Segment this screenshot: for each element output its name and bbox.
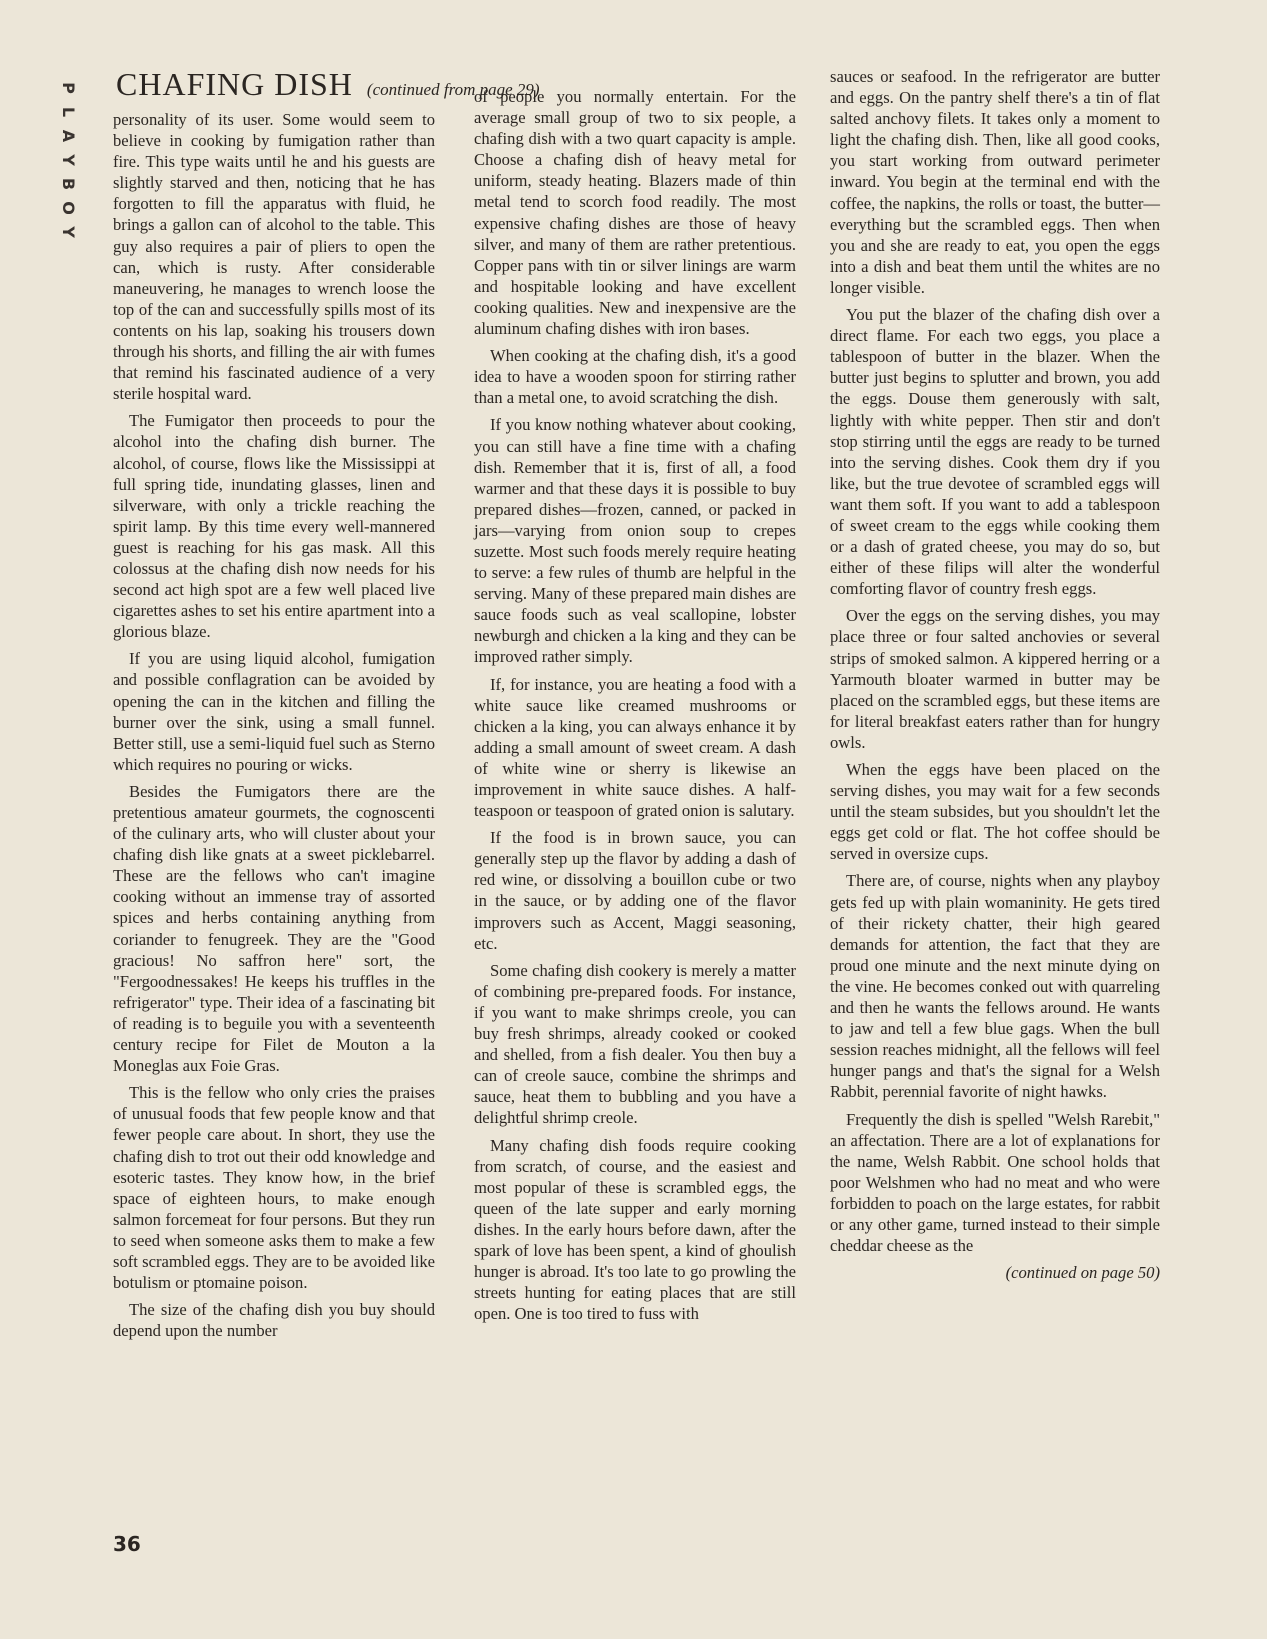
paragraph: If the food is in brown sauce, you can generally step up the flavor by adding a dash of red wine, or dissolving a bouillon cube or two in the sauce, or by adding one of the flavor improvers such as Accent, Maggi seasoning, etc. [474, 828, 796, 953]
paragraph: The Fumigator then proceeds to pour the alcohol into the chafing dish burner. The alcohol, of course, flows like the Mississippi at full spring tide, inundating glasses, linen and silverware, with only a trickle reaching the spirit lamp. By this time every well-mannered guest is reaching for his gas mask. All this colossus at the chafing dish now needs for his second act high spot are a few well placed live cigarettes ashes to set his entire apartment into a glorious blaze. [113, 411, 435, 642]
continued-on: (continued on page 50) [1005, 1263, 1160, 1283]
paragraph: Over the eggs on the serving dishes, you may place three or four salted anchovies or several strips of smoked salmon. A kippered herring or a Yarmouth bloater warmed in butter may be placed on the scrambled eggs, but these items are for literal breakfast eaters rather than for hungry owls. [830, 606, 1160, 752]
page-number: 36 [113, 1532, 141, 1556]
paragraph: If you know nothing whatever about cooking, you can still have a fine time with a chafing dish. Remember that it is, first of all, a food warmer and that these days it is possible to buy prepared dishes—frozen, canned, or packed in jars—varying from onion soup to crepes suzette. Most such foods merely require heating to serve: a few rules of thumb are helpful in the serving. Many of these prepared main dishes are sauce foods such as veal scallopine, lobster newburgh and chicken a la king and they can be improved rather simply. [474, 415, 796, 667]
paragraph: Some chafing dish cookery is merely a matter of combining pre-prepared foods. For instance, if you want to make shrimps creole, you can buy fresh shrimps, already cooked or cooked and shelled, from a fish dealer. You then buy a can of creole sauce, combine the shrimps and sauce, heat them to bubbling and you have a delightful shrimp creole. [474, 960, 796, 1128]
paragraph: This is the fellow who only cries the praises of unusual foods that few people know and that fewer people care about. In short, they use the chafing dish to trot out their odd knowledge and esoteric tastes. They know how, in the brief space of eighteen hours, to make enough salmon forcemeat for four persons. But they run to seed when someone asks them to make a few soft scrambled eggs. They are to be avoided like botulism or ptomaine poison. [113, 1083, 435, 1293]
magazine-name-vertical: P L A Y B O Y [58, 82, 78, 238]
paragraph: You put the blazer of the chafing dish over a direct flame. For each two eggs, you place a tablespoon of butter in the blazer. When the butter just begins to splutter and brown, you add the eggs. Douse them generously with salt, lightly with white pepper. Then stir and don't stop stirring until the eggs are ready to be turned into the serving dishes. Cook them dry if you like, but the true devotee of scrambled eggs will want them soft. If you want to add a tablespoon of sweet cream to the eggs while cooking them or a dash of grated cheese, you may do so, but either of these filips will alter the wonderful comforting flavor of country fresh eggs. [830, 305, 1160, 599]
column-1 [113, 109, 435, 1347]
paragraph: If, for instance, you are heating a food with a white sauce like creamed mushrooms or chicken a la king, you can always enhance it by adding a small amount of sweet cream. A dash of white wine or sherry is likewise an improvement in white sauce dishes. A half-teaspoon or teaspoon of grated onion is salutary. [474, 674, 796, 821]
paragraph: Many chafing dish foods require cooking from scratch, of course, and the easiest and most popular of these is scrambled eggs, the queen of the late supper and early morning dishes. In the early hours before dawn, after the spark of love has been spent, a kind of ghoulish hunger is abroad. It's too late to go prowling the streets hunting for eating places that are still open. One is too tired to fuss with [474, 1135, 796, 1324]
article-title: CHAFING DISH [116, 66, 353, 102]
paragraph: sauces or seafood. In the refrigerator are butter and eggs. On the pantry shelf there's a tin of flat salted anchovy filets. It takes only a moment to light the chafing dish. Then, like all good cooks, you start working from outward perimeter inward. You begin at the terminal end with the coffee, the napkins, the rolls or toast, the butter—everything but the scrambled eggs. Then when you and she are ready to eat, you open the eggs into a dish and beat them until the whites are no longer visible. [830, 67, 1160, 297]
paragraph: There are, of course, nights when any playboy gets fed up with plain womaninity. He gets tired of their rickety chatter, their high geared demands for attention, the fact that they are proud one minute and the next minute dying on the vine. He becomes conked out with quarreling and then he wants the fellows around. He wants to jaw and tell a few blue gags. When the bull session reaches midnight, all the fellows will feel hunger pangs and that's the signal for a Welsh Rabbit, perennial favorite of night hawks. [830, 871, 1160, 1102]
paragraph: of people you normally entertain. For the average small group of two to six people, a chafing dish with a two quart capacity is ample. Choose a chafing dish of heavy metal for uniform, steady heating. Blazers made of thin metal tend to scorch food readily. The most expensive chafing dishes are those of heavy silver, and many of them are rather pretentious. Copper pans with tin or silver linings are warm and hospitable looking and have excellent cooking qualities. New and inexpensive are the aluminum chafing dishes with iron bases. [474, 87, 796, 339]
paragraph: Frequently the dish is spelled "Welsh Rarebit," an affectation. There are a lot of explanations for the name, Welsh Rabbit. One school holds that poor Welshmen who had no meat and who were forbidden to poach on the large estates, for rabbit or any other game, turned instead to their simple cheddar cheese as the [830, 1109, 1160, 1256]
continued-from: (continued from page 29) [366, 80, 540, 99]
paragraph: When cooking at the chafing dish, it's a good idea to have a wooden spoon for stirring rather than a metal one, to avoid scratching the dish. [474, 346, 796, 408]
paragraph: personality of its user. Some would seem to believe in cooking by fumigation rather than fire. This type waits until he and his guests are slightly starved and then, noticing that he has forgotten to fill the apparatus with fluid, he brings a gallon can of alcohol to the table. This guy also requires a pair of pliers to open the can, which is rusty. After considerable maneuvering, he manages to wrench loose the top of the can and successfully spills most of its contents on his lap, soaking his trousers down through his shorts, and filling the air with fumes that remind his fascinated audience of a very sterile hospital ward. [113, 110, 435, 404]
article-heading [116, 66, 540, 103]
paragraph: If you are using liquid alcohol, fumigation and possible conflagration can be avoided by opening the can in the kitchen and filling the burner over the sink, using a small funnel. Better still, use a semi-liquid fuel such as Sterno which requires no pouring or wicks. [113, 649, 435, 774]
column-2 [474, 86, 796, 1330]
column-3 [830, 66, 1160, 1289]
paragraph: When the eggs have been placed on the serving dishes, you may wait for a few seconds until the steam subsides, but you shouldn't let the eggs get cold or flat. The hot coffee should be served in oversize cups. [830, 760, 1160, 864]
paragraph: Besides the Fumigators there are the pretentious amateur gourmets, the cognoscenti of the culinary arts, who will cluster about your chafing dish like gnats at a sweet picklebarrel. These are the fellows who can't imagine cooking without an immense tray of assorted spices and herbs containing anything from coriander to fenugreek. They are the "Good gracious! No saffron here" sort, the "Fergoodnessakes! He keeps his truffles in the refrigerator" type. Their idea of a fascinating bit of reading is to beguile you with a seventeenth century recipe for Filet de Mouton a la Moneglas aux Foie Gras. [113, 781, 435, 1076]
paragraph: The size of the chafing dish you buy should depend upon the number [113, 1300, 435, 1341]
